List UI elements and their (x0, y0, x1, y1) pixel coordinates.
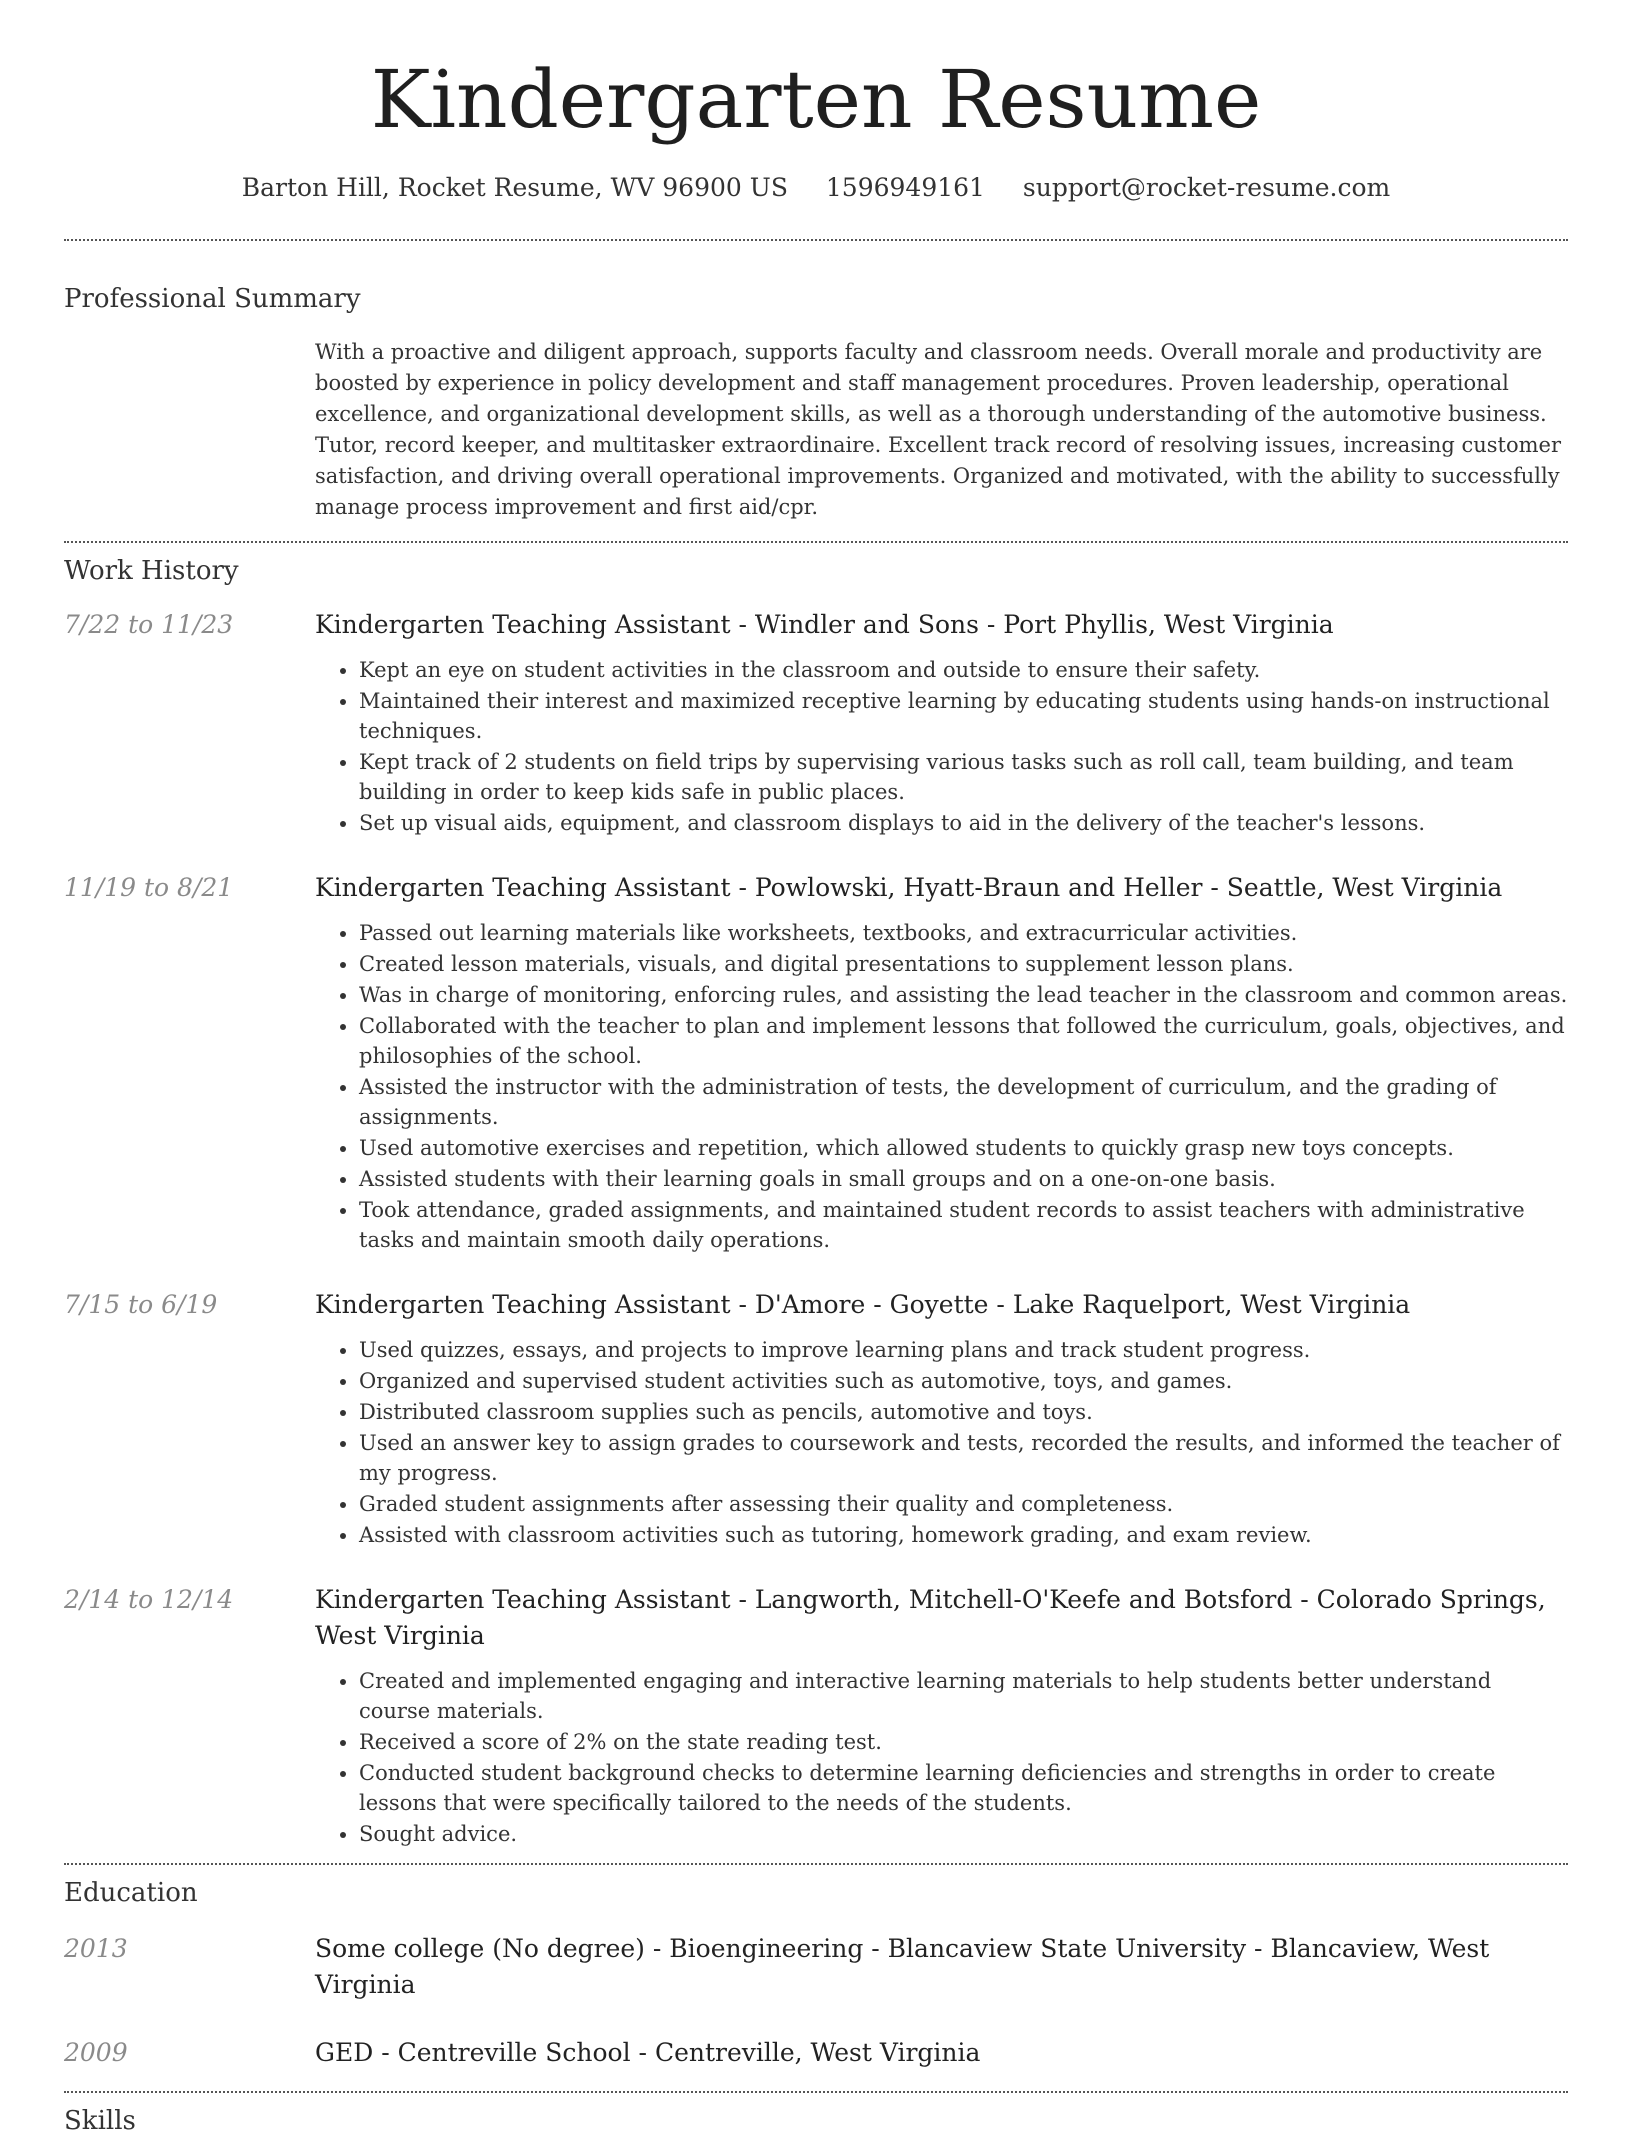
job-bullet: • Kept an eye on student activities in the classroom and outside to ensure their safety. (359, 655, 1568, 685)
divider (64, 239, 1568, 241)
job-bullet: • Used an answer key to assign grades to coursework and tests, recorded the results, and informed the teacher of my progress. (359, 1428, 1568, 1488)
education-heading: GED - Centreville School - Centreville, West Virginia (315, 2038, 981, 2067)
job-heading: Kindergarten Teaching Assistant - Powlowski, Hyatt-Braun and Heller - Seattle, West Virginia (315, 873, 1503, 902)
job-date: 11/19 to 8/21 (64, 873, 234, 902)
job-bullet: • Graded student assignments after assessing their quality and completeness. (359, 1489, 1568, 1519)
job-date: 7/15 to 6/19 (64, 1290, 218, 1319)
job-date: 7/22 to 11/23 (64, 610, 234, 639)
education-entry (64, 2035, 1568, 2071)
job-bullet: • Sought advice. (359, 1819, 1568, 1849)
job-bullet: • Maintained their interest and maximized receptive learning by educating students using hands-on instructional techniques. (359, 686, 1568, 746)
job-bullet: • Received a score of 2% on the state reading test. (359, 1727, 1568, 1757)
job-bullet: • Assisted students with their learning goals in small groups and on a one-on-one basis. (359, 1164, 1568, 1194)
section-title-summary: Professional Summary (64, 284, 361, 314)
education-date: 2013 (64, 1934, 128, 1963)
contact-address: Barton Hill, Rocket Resume, WV 96900 US (241, 173, 788, 202)
section-title-skills: Skills (64, 2106, 136, 2136)
divider (64, 2091, 1568, 2093)
section-title-education: Education (64, 1878, 198, 1908)
job-bullet: • Kept track of 2 students on field trips by supervising various tasks such as roll call, team building, and team building in order to keep kids safe in public places. (359, 747, 1568, 807)
job-bullet: • Collaborated with the teacher to plan and implement lessons that followed the curriculum, goals, objectives, and philosophies of the school. (359, 1011, 1568, 1071)
job-bullet: • Assisted the instructor with the administration of tests, the development of curriculum, and the grading of assignments. (359, 1072, 1568, 1132)
contact-phone: 1596949161 (825, 173, 985, 202)
job-date: 2/14 to 12/14 (64, 1585, 234, 1614)
job-entry (64, 870, 1568, 1255)
job-bullet: • Conducted student background checks to determine learning deficiencies and strengths in order to create lessons that were specifically tailored to the needs of the students. (359, 1758, 1568, 1818)
resume-page (64, 0, 1568, 2139)
job-bullet-list (315, 1666, 1568, 1849)
job-bullet: • Used automotive exercises and repetition, which allowed students to quickly grasp new toys concepts. (359, 1133, 1568, 1163)
job-bullet: • Created and implemented engaging and interactive learning materials to help students better understand course materials. (359, 1666, 1568, 1726)
job-entry (64, 607, 1568, 838)
divider (64, 541, 1568, 543)
job-bullet: • Took attendance, graded assignments, and maintained student records to assist teachers with administrative tasks and maintain smooth daily operations. (359, 1195, 1568, 1255)
job-bullet-list (315, 1335, 1568, 1550)
job-bullet: • Assisted with classroom activities such as tutoring, homework grading, and exam review. (359, 1520, 1568, 1550)
job-bullet: • Organized and supervised student activities such as automotive, toys, and games. (359, 1366, 1568, 1396)
education-entry (64, 1931, 1568, 2003)
education-heading: Some college (No degree) - Bioengineering - Blancaview State University - Blancaview, West Virginia (315, 1934, 1490, 1999)
section-title-work-history: Work History (64, 556, 239, 586)
job-bullet: • Used quizzes, essays, and projects to improve learning plans and track student progress. (359, 1335, 1568, 1365)
resume-title: Kindergarten Resume (370, 53, 1262, 146)
job-bullet: • Distributed classroom supplies such as pencils, automotive and toys. (359, 1397, 1568, 1427)
job-heading: Kindergarten Teaching Assistant - Windler and Sons - Port Phyllis, West Virginia (315, 610, 1334, 639)
job-heading: Kindergarten Teaching Assistant - Langworth, Mitchell-O'Keefe and Botsford - Colorado Springs, West Virginia (315, 1585, 1546, 1650)
job-bullet: • Created lesson materials, visuals, and digital presentations to supplement lesson plans. (359, 949, 1568, 979)
job-heading: Kindergarten Teaching Assistant - D'Amore - Goyette - Lake Raquelport, West Virginia (315, 1290, 1411, 1319)
contact-email: support@rocket-resume.com (1022, 173, 1391, 202)
job-bullet: • Was in charge of monitoring, enforcing rules, and assisting the lead teacher in the classroom and common areas. (359, 980, 1568, 1010)
education-date: 2009 (64, 2038, 128, 2067)
contact-line (64, 170, 1568, 206)
summary-text: With a proactive and diligent approach, supports faculty and classroom needs. Overall morale and productivity are boosted by experience in policy development and staff management procedures. Proven leadership, operational excellence, and organizational development skills, as well as a thorough understanding of the automotive business. Tutor, record keeper, and multitasker extraordinaire. Excellent track record of resolving issues, increasing customer satisfaction, and driving overall operational improvements. Organized and motivated, with the ability to successfully manage process improvement and first aid/cpr. (315, 340, 1561, 519)
job-bullet-list (315, 655, 1568, 838)
job-bullet-list (315, 918, 1568, 1255)
job-bullet: • Set up visual aids, equipment, and classroom displays to aid in the delivery of the teacher's lessons. (359, 808, 1568, 838)
job-bullet: • Passed out learning materials like worksheets, textbooks, and extracurricular activities. (359, 918, 1568, 948)
job-entry (64, 1582, 1568, 1849)
job-entry (64, 1287, 1568, 1550)
divider (64, 1863, 1568, 1865)
